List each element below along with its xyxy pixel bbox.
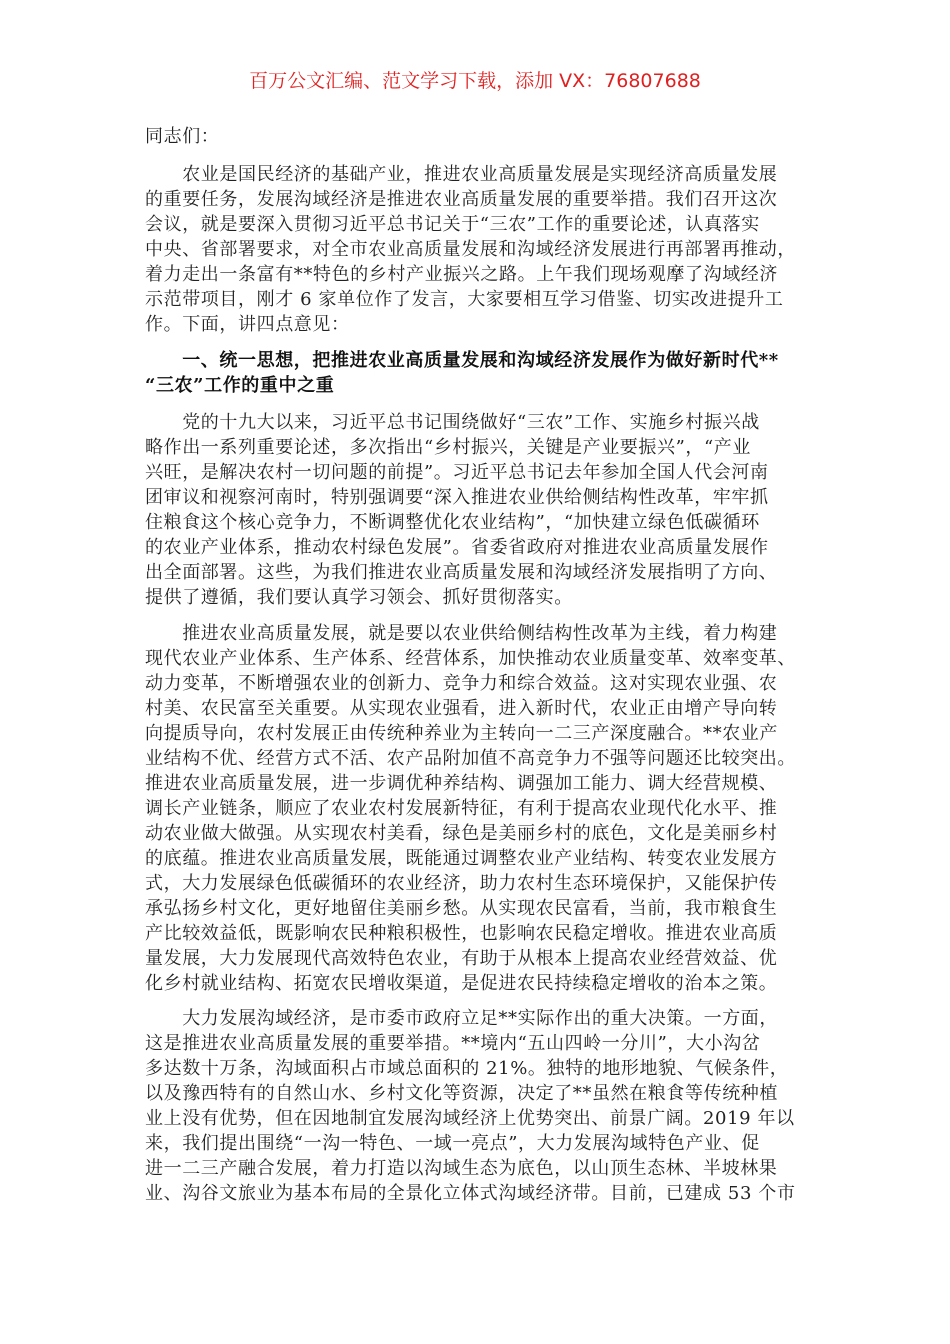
text-line: 调长产业链条，顺应了农业农村发展新特征，有利于提高农业现代化水平、推 [145, 798, 778, 819]
text-line: 出全面部署。这些，为我们推进农业高质量发展和沟域经济发展指明了方向、 [145, 562, 778, 583]
text-line: 中央、省部署要求，对全市农业高质量发展和沟域经济发展进行再部署再推动， [145, 239, 796, 260]
watermark-banner: 百万公文汇编、范文学习下载，添加 VX：76807688 [249, 70, 701, 92]
text-line: 向提质导向，农村发展正由传统种养业为主转向一二三产深度融合。**农业产 [145, 723, 778, 744]
text-line: 大力发展沟域经济，是市委市政府立足**实际作出的重大决策。一方面， [145, 1008, 778, 1029]
paragraph-4 [145, 1006, 825, 1206]
salutation-text: 同志们： [145, 126, 220, 147]
text-line: 作。下面，讲四点意见： [145, 314, 350, 335]
text-line: 化乡村就业结构、拓宽农民增收渠道，是促进农民持续稳定增收的治本之策。 [145, 973, 778, 994]
paragraph-intro [145, 162, 825, 337]
text-line: 业结构不优、经营方式不活、农产品附加值不高竞争力不强等问题还比较突出。 [145, 748, 796, 769]
text-line: 推进农业高质量发展，就是要以农业供给侧结构性改革为主线，着力构建 [145, 623, 778, 644]
text-line: 一、统一思想，把推进农业高质量发展和沟域经济发展作为做好新时代** [145, 350, 779, 371]
text-line: 提供了遵循，我们要认真学习领会、抓好贯彻落实。 [145, 587, 573, 608]
text-line: 村美、农民富至关重要。从实现农业强看，进入新时代，农业正由增产导向转 [145, 698, 778, 719]
text-line: 党的十九大以来，习近平总书记围绕做好“三农”工作、实施乡村振兴战 [145, 412, 760, 433]
text-line: 推进农业高质量发展，进一步调优种养结构、调强加工能力、调大经营规模、 [145, 773, 778, 794]
text-line: 兴旺，是解决农村一切问题的前提”。习近平总书记去年参加全国人代会河南 [145, 462, 769, 483]
text-line: 的重要任务，发展沟域经济是推进农业高质量发展的重要举措。我们召开这次 [145, 189, 778, 210]
text-line: 农业是国民经济的基础产业，推进农业高质量发展是实现经济高质量发展 [145, 164, 778, 185]
text-line: 略作出一系列重要论述，多次指出“乡村振兴，关键是产业要振兴”，“产业 [145, 437, 752, 458]
text-line: 住粮食这个核心竞争力，不断调整优化农业结构”，“加快建立绿色低碳循环 [145, 512, 760, 533]
text-line: 业上没有优势，但在因地制宜发展沟域经济上优势突出、前景广阔。2019 年以 [145, 1108, 795, 1129]
text-line: 多达数十万条，沟域面积占市域总面积的 21%。独特的地形地貌、气候条件， [145, 1058, 789, 1079]
text-line: 量发展，大力发展现代高效特色农业，有助于从根本上提高农业经营效益、优 [145, 948, 778, 969]
text-line: 这是推进农业高质量发展的重要举措。**境内“五山四岭一分川”，大小沟岔 [145, 1033, 761, 1054]
text-line: 产比较效益低，既影响农民种粮积极性，也影响农民稳定增收。推进农业高质 [145, 923, 778, 944]
text-line: 承弘扬乡村文化，更好地留住美丽乡愁。从实现农民富看，当前，我市粮食生 [145, 898, 778, 919]
paragraph-3 [145, 621, 825, 996]
paragraph-2 [145, 410, 825, 610]
text-line: 式，大力发展绿色低碳循环的农业经济，助力农村生态环境保护，又能保护传 [145, 873, 778, 894]
text-line: 团审议和视察河南时，特别强调要“深入推进农业供给侧结构性改革，牢牢抓 [145, 487, 769, 508]
salutation [145, 124, 825, 149]
text-line: “三农”工作的重中之重 [145, 375, 335, 396]
text-line: 的农业产业体系，推动农村绿色发展”。省委省政府对推进农业高质量发展作 [145, 537, 769, 558]
text-line: 来，我们提出围绕“一沟一特色、一域一亮点”，大力发展沟域特色产业、促 [145, 1133, 760, 1154]
text-line: 进一二三产融合发展，着力打造以沟域生态为底色，以山顶生态林、半坡林果 [145, 1158, 778, 1179]
text-line: 业、沟谷文旅业为基本布局的全景化立体式沟域经济带。目前，已建成 53 个市 [145, 1183, 796, 1204]
text-line: 的底蕴。推进农业高质量发展，既能通过调整农业产业结构、转变农业发展方 [145, 848, 778, 869]
text-line: 会议，就是要深入贯彻习近平总书记关于“三农”工作的重要论述，认真落实 [145, 214, 760, 235]
text-line: 着力走出一条富有**特色的乡村产业振兴之路。上午我们现场观摩了沟域经济 [145, 264, 778, 285]
text-line: 动农业做大做强。从实现农村美看，绿色是美丽乡村的底色，文化是美丽乡村 [145, 823, 778, 844]
text-line: 示范带项目，刚才 6 家单位作了发言，大家要相互学习借鉴、切实改进提升工 [145, 289, 784, 310]
section-heading-1 [145, 348, 825, 398]
text-line: 现代农业产业体系、生产体系、经营体系，加快推动农业质量变革、效率变革、 [145, 648, 796, 669]
text-line: 动力变革，不断增强农业的创新力、竞争力和综合效益。这对实现农业强、农 [145, 673, 778, 694]
text-line: 以及豫西特有的自然山水、乡村文化等资源，决定了**虽然在粮食等传统种植 [145, 1083, 778, 1104]
